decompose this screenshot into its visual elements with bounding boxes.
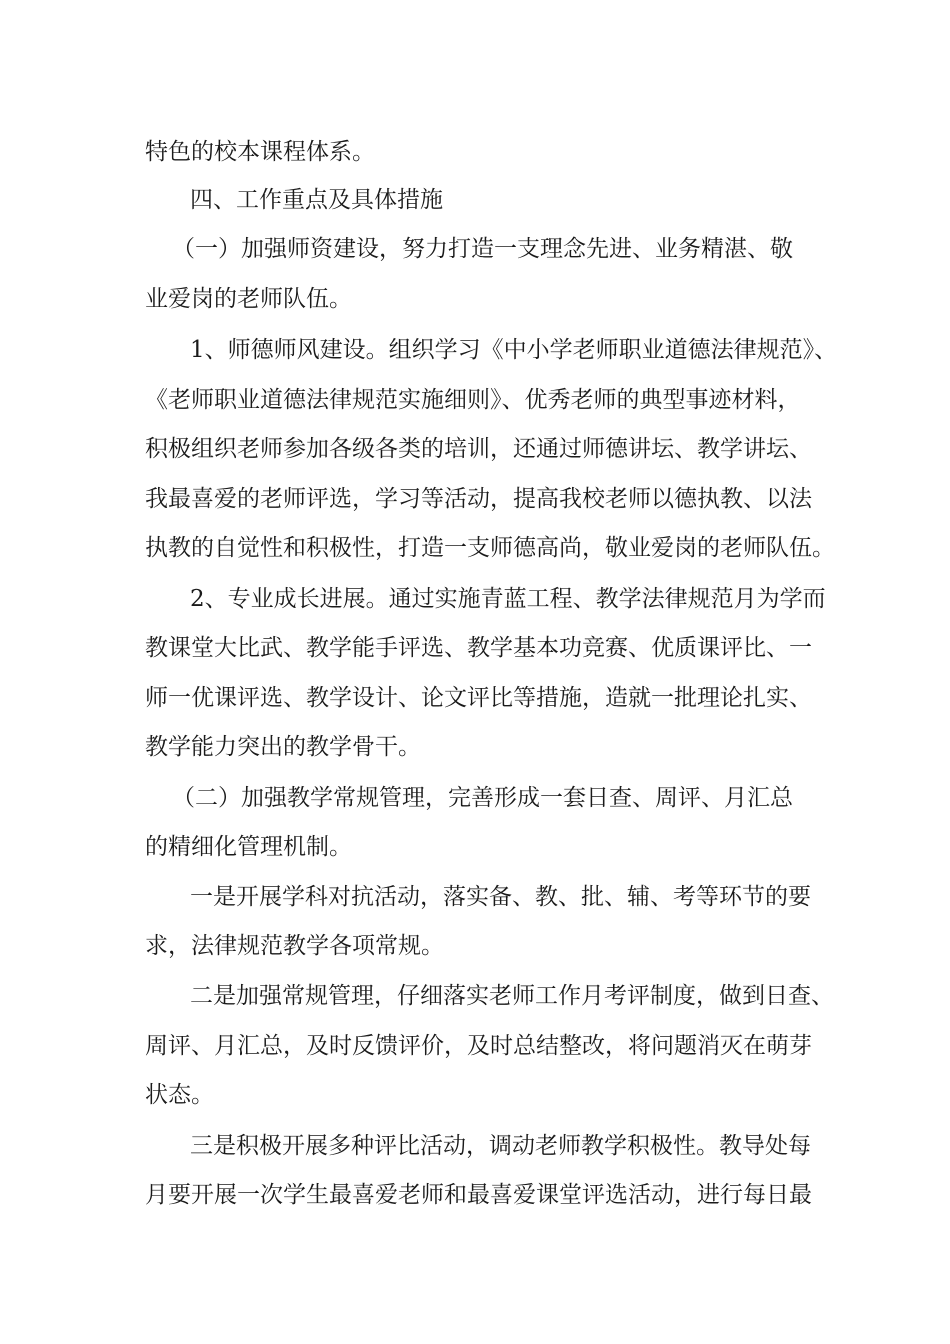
text-line: 周评、月汇总，及时反馈评价，及时总结整改，将问题消灭在萌芽: [145, 1033, 812, 1059]
text-line: 积极组织老师参加各级各类的培训，还通过师德讲坛、教学讲坛、: [145, 436, 812, 462]
text-line: 月要开展一次学生最喜爱老师和最喜爱课堂评选活动，进行每日最: [145, 1182, 812, 1208]
text-line: 执教的自觉性和积极性，打造一支师德高尚，敬业爱岗的老师队伍。: [145, 535, 835, 561]
text-line: 一是开展学科对抗活动，落实备、教、批、辅、考等环节的要: [190, 884, 811, 910]
text-line: 教学能力突出的教学骨干。: [145, 734, 421, 760]
text-line: 特色的校本课程体系。: [145, 139, 375, 165]
text-line: 师一优课评选、教学设计、论文评比等措施，造就一批理论扎实、: [145, 685, 812, 711]
text-line: 教课堂大比武、教学能手评选、教学基本功竞赛、优质课评比、一: [145, 635, 812, 661]
section-heading: 四、工作重点及具体措施: [190, 187, 443, 213]
text-line: 1、师德师风建设。组织学习《中小学老师职业道德法律规范》、: [190, 337, 838, 363]
text-line: 业爱岗的老师队伍。: [145, 286, 352, 312]
text-line: 状态。: [145, 1082, 214, 1108]
text-line: 《老师职业道德法律规范实施细则》、优秀老师的典型事迹材料，: [145, 387, 801, 413]
subsection-heading: （一）加强师资建设，努力打造一支理念先进、业务精湛、敬: [172, 236, 793, 262]
text-line: 三是积极开展多种评比活动，调动老师教学积极性。教导处每: [190, 1133, 811, 1159]
text-line: 2、专业成长进展。通过实施青蓝工程、教学法律规范月为学而: [190, 586, 826, 612]
text-line: 求，法律规范教学各项常规。: [145, 933, 444, 959]
text-line: 我最喜爱的老师评选，学习等活动，提高我校老师以德执教、以法: [145, 486, 812, 512]
subsection-heading: （二）加强教学常规管理，完善形成一套日查、周评、月汇总: [172, 785, 793, 811]
text-line: 二是加强常规管理，仔细落实老师工作月考评制度，做到日查、: [190, 983, 834, 1009]
text-line: 的精细化管理机制。: [145, 834, 352, 860]
